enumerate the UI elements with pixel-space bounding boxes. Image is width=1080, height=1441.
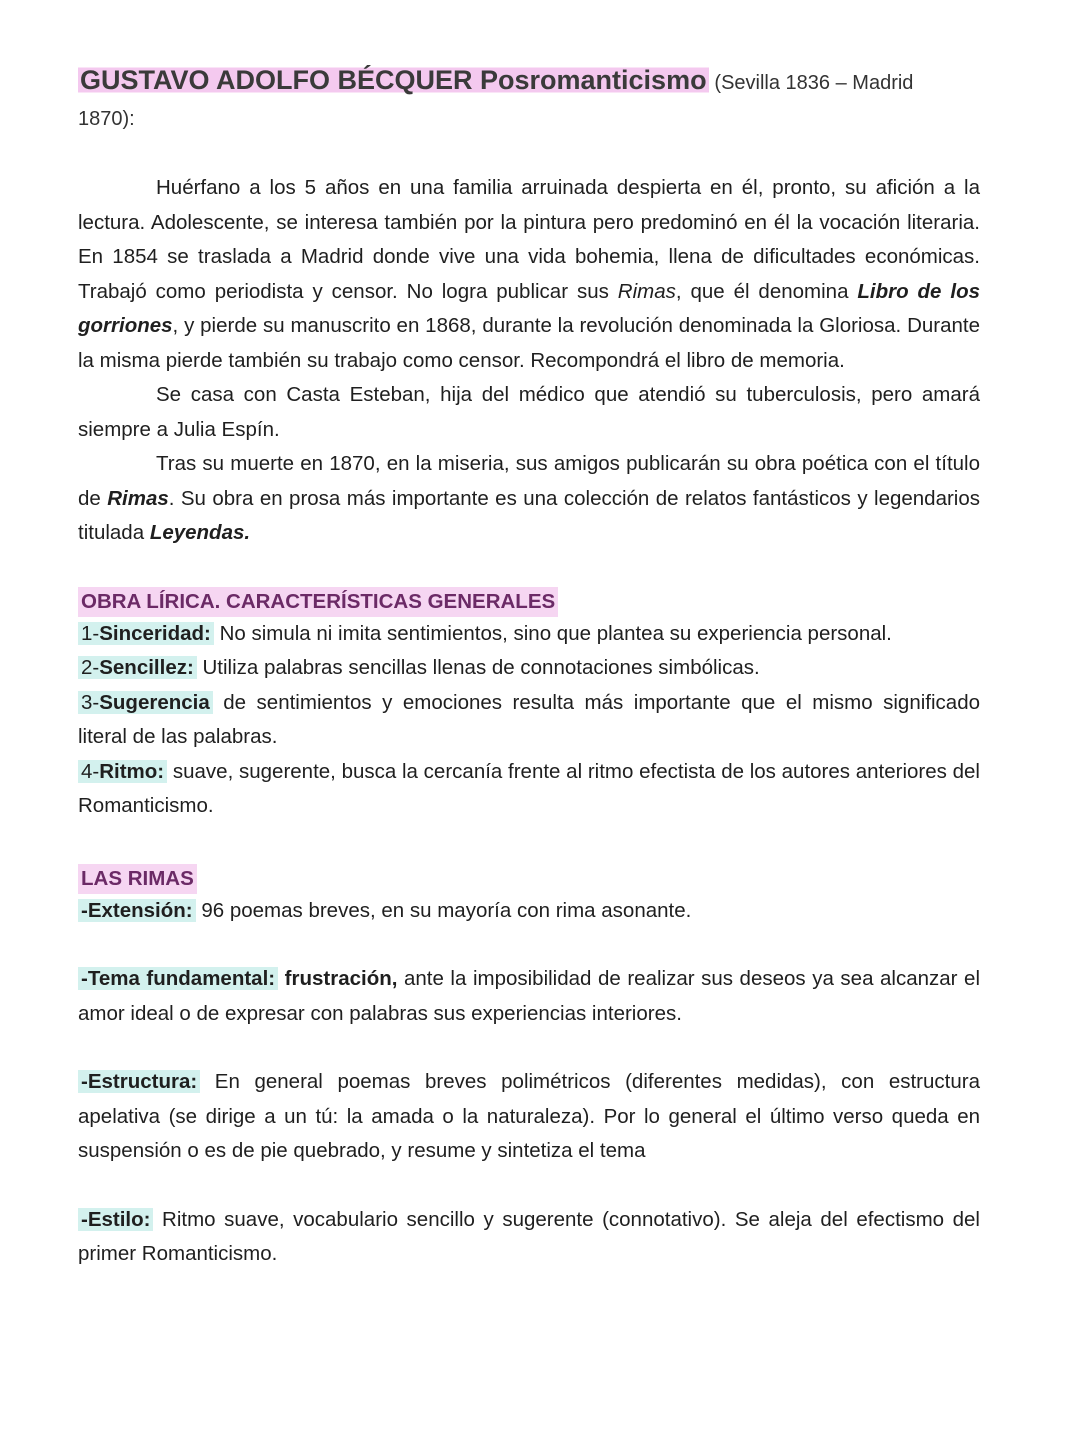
lirica-item (78, 617, 980, 652)
author-heading: GUSTAVO ADOLFO BÉCQUER Posromanticismo (80, 65, 707, 95)
bio-text: , que él denomina (675, 279, 858, 303)
bio-text: Tras su muerte en 1870, en la miseria, sus amigos publicarán su obra poética con el título de (78, 452, 980, 510)
rimas-extension (78, 894, 980, 929)
lirica-item (78, 755, 980, 824)
item-label: 2-Sencillez: (78, 656, 197, 679)
lirica-heading: OBRA LÍRICA. CARACTERÍSTICAS GENERALES (78, 587, 558, 617)
item-text: Ritmo suave, vocabulario sencillo y sugerente (connotativo). Se aleja del efectismo del primer Romanticismo. (78, 1207, 980, 1265)
rimas-heading: LAS RIMAS (78, 864, 197, 894)
bio-paragraph-3 (78, 447, 980, 551)
bio-text: . Su obra en prosa más importante es una colección de relatos fantásticos y legendarios titulada (78, 486, 981, 544)
item-text: 96 poemas breves, en su mayoría con rima asonante. (195, 898, 692, 922)
item-label: -Extensión: (78, 899, 196, 922)
bio-paragraph-1 (78, 171, 980, 378)
bio-libro-title: Libro de los gorriones (78, 279, 980, 337)
item-text: ante la imposibilidad de realizar sus deseos ya sea alcanzar el amor ideal o de expresar con palabras sus experiencias interiores. (78, 967, 981, 1025)
item-label: 3-Sugerencia (78, 691, 213, 714)
item-label: -Tema fundamental: (78, 967, 278, 990)
lirica-item (78, 651, 980, 686)
item-label: -Estilo: (78, 1208, 153, 1231)
lirica-item (78, 686, 980, 755)
item-text: Utiliza palabras sencillas llenas de connotaciones simbólicas. (196, 656, 760, 679)
item-label: 4-Ritmo: (78, 760, 167, 783)
item-text: No simula ni imita sentimientos, sino que plantea su experiencia personal. (213, 621, 892, 645)
document-title (78, 62, 980, 137)
biography (78, 171, 980, 551)
rimas-tema (78, 962, 980, 1031)
rimas-section (78, 864, 980, 1272)
bio-rimas-title: Rimas (107, 486, 169, 510)
bio-leyendas-title: Leyendas. (149, 521, 251, 544)
item-text: de sentimientos y emociones resulta más importante que el mismo significado literal de las palabras. (78, 690, 980, 748)
bio-text: Huérfano a los 5 años en una familia arruinada despierta en él, pronto, su afición a la lectura. Adolescente, se interesa también por la pintura pero predominó en él la vocación literaria. En 1854 se traslada a Madrid donde vive una vida bohemia, llena de dificultades económicas. Trabajó como periodista y censor. No logra publicar sus (78, 176, 980, 303)
bio-paragraph-2: Se casa con Casta Esteban, hija del médico que atendió su tuberculosis, pero amará siempre a Julia Espín. (78, 383, 980, 441)
item-text: En general poemas breves polimétricos (diferentes medidas), con estructura apelativa (se dirige a un tú: la amada o la naturaleza). Por lo general el último verso queda en suspensión o es de pie quebrado, y resume y sintetiza el tema (78, 1070, 980, 1162)
item-text: suave, sugerente, busca la cercanía frente al ritmo efectista de los autores anteriores del Romanticismo. (78, 759, 980, 817)
item-label: 1-Sinceridad: (78, 622, 214, 645)
author-dates-start: (Sevilla 1836 – Madrid (714, 72, 914, 94)
item-label: -Estructura: (78, 1070, 200, 1093)
rimas-estilo (78, 1203, 980, 1272)
bio-rimas-italic: Rimas (617, 279, 676, 303)
lirica-section (78, 587, 980, 824)
author-dates-end: 1870): (78, 108, 135, 130)
item-bold: frustración, (278, 967, 398, 990)
bio-text: , y pierde su manuscrito en 1868, durante la revolución denominada la Gloriosa. Durante la misma pierde también su trabajo como censor. Recompondrá el libro de memoria. (78, 314, 980, 372)
rimas-estructura (78, 1065, 980, 1169)
